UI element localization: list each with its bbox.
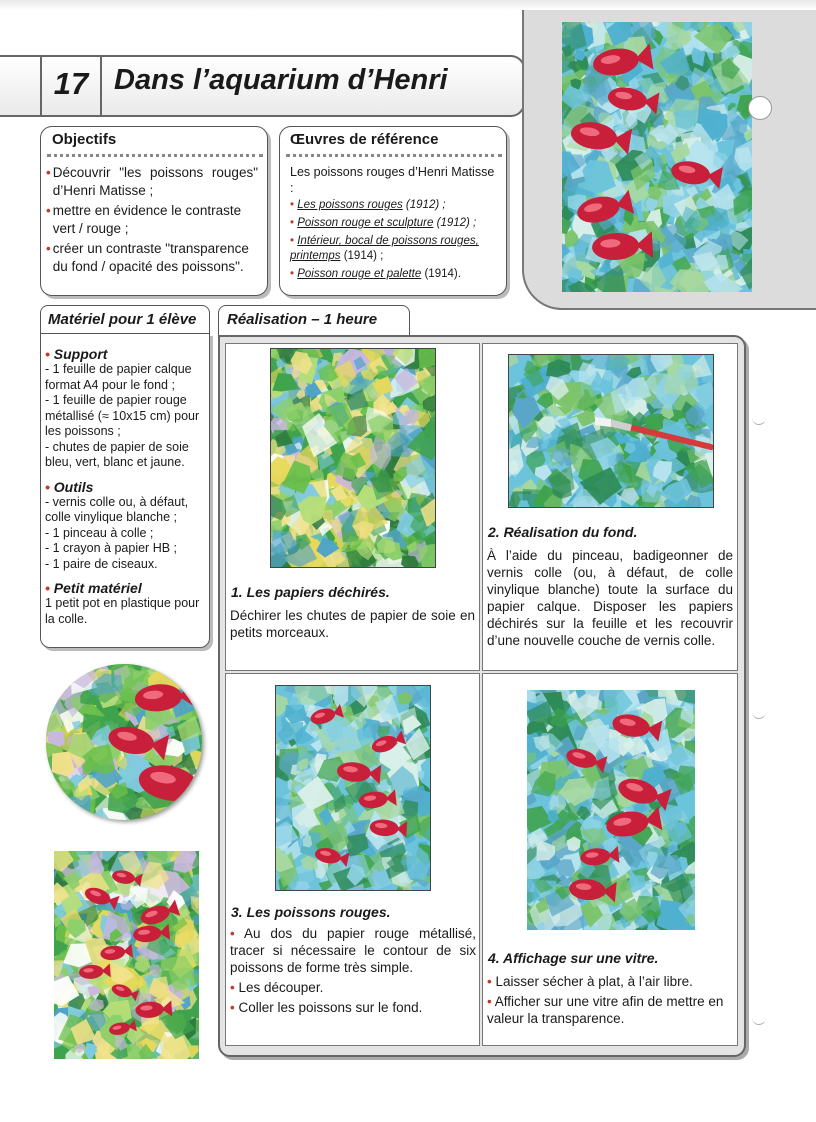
materiel-box: [40, 333, 210, 648]
artwork-round-collage: [46, 664, 202, 820]
step-2-text: À l’aide du pinceau, badigeonner de vernis colle (ou, à défaut, de colle vinylique blanche) toute la surface du papier calque. Disposer les papiers déchirés sur la feuille et les recouvrir d’une nouvelle couche de vernis colle.: [487, 548, 733, 648]
objectif-item: • Découvrir "les poissons rouges" d’Henri Matisse ;: [46, 165, 258, 198]
page-title: Dans l’aquarium d’Henri: [114, 64, 448, 96]
margin-tick: [752, 1018, 766, 1025]
materiel-line: - vernis colle ou, à défaut, colle vinylique blanche ;: [45, 494, 189, 524]
step-3-photo: [275, 685, 431, 891]
lesson-number: 17: [40, 55, 102, 117]
step-3-bullet: • Au dos du papier rouge métallisé, tracer si nécessaire le contour de six poissons de forme très simple.: [230, 926, 476, 975]
materiel-line: - 1 crayon à papier HB ;: [45, 541, 178, 555]
artwork-rect-collage: [54, 851, 199, 1059]
oeuvre-item: • Intérieur, bocal de poissons rouges, printemps (1914) ;: [290, 235, 479, 262]
materiel-outils-heading: • Outils: [45, 478, 94, 495]
oeuvres-list: [290, 164, 498, 282]
step-4-bullet: • Afficher sur une vitre afin de mettre en valeur la transparence.: [487, 994, 724, 1026]
oeuvres-title: Œuvres de référence: [290, 131, 439, 148]
step-4-title: 4. Affichage sur une vitre.: [488, 950, 659, 966]
step-3-title: 3. Les poissons rouges.: [231, 904, 391, 920]
objectifs-divider: [47, 154, 263, 157]
step-2-photo: [508, 354, 714, 508]
materiel-line: - 1 pinceau à colle ;: [45, 525, 154, 540]
step-1-title: 1. Les papiers déchirés.: [231, 584, 390, 600]
top-edge-shading: [0, 0, 816, 10]
oeuvre-item: • Poisson rouge et palette (1914).: [290, 268, 461, 280]
oeuvre-item: • Poisson rouge et sculpture (1912) ;: [290, 217, 477, 229]
oeuvre-item: • Les poissons rouges (1912) ;: [290, 199, 446, 211]
materiel-petit-heading: • Petit matériel: [45, 580, 142, 596]
objectifs-list: [46, 164, 258, 276]
margin-tick: [752, 418, 766, 425]
materiel-line: - 1 paire de ciseaux.: [45, 556, 158, 571]
artwork-final-collage: [562, 22, 752, 292]
objectifs-title: Objectifs: [52, 131, 117, 148]
materiel-line: 1 petit pot en plastique pour la colle.: [45, 596, 200, 626]
paintbrush-icon: [509, 355, 713, 507]
step-4-photo: [527, 690, 695, 930]
materiel-line: - 1 feuille de papier calque format A4 pour le fond ;: [45, 362, 192, 392]
step-1-photo: [270, 348, 436, 568]
materiel-line: - 1 feuille de papier rouge métallisé (≈ 10x15 cm) pour les poissons ;: [45, 393, 200, 438]
objectif-item: • mettre en évidence le contraste vert / rouge ;: [46, 203, 242, 236]
margin-tick: [752, 712, 766, 719]
materiel-title: Matériel pour 1 élève: [40, 305, 210, 335]
oeuvres-intro: Les poissons rouges d’Henri Matisse :: [290, 165, 495, 195]
materiel-line: - chutes de papier de soie bleu, vert, blanc et jaune.: [45, 439, 189, 469]
step-3-bullet: • Coller les poissons sur le fond.: [230, 1000, 423, 1015]
realisation-title: Réalisation – 1 heure: [218, 305, 410, 335]
objectif-item: • créer un contraste "transparence du fond / opacité des poissons".: [46, 241, 249, 274]
materiel-support-heading: • Support: [45, 346, 108, 362]
step-1-text: Déchirer les chutes de papier de soie en petits morceaux.: [230, 608, 475, 640]
step-4-list: [487, 973, 733, 1027]
step-3-bullet: • Les découper.: [230, 980, 324, 995]
step-2-title: 2. Réalisation du fond.: [488, 524, 638, 540]
step-4-bullet: • Laisser sécher à plat, à l’air libre.: [487, 974, 693, 989]
punch-hole: [748, 96, 772, 120]
oeuvres-divider: [286, 154, 502, 157]
step-3-list: [230, 925, 476, 1016]
